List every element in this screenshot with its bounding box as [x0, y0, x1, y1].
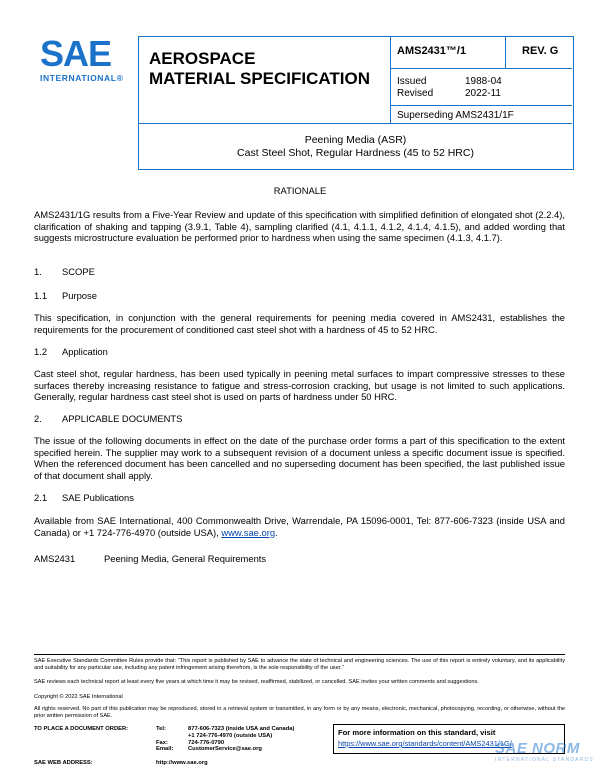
section-title: APPLICABLE DOCUMENTS: [62, 413, 183, 424]
title-line-1: AEROSPACE: [149, 49, 256, 68]
web-address: http://www.sae.org: [156, 760, 208, 766]
reference-code: AMS2431: [34, 553, 76, 564]
header-box: [138, 36, 574, 170]
section-2-heading: [34, 413, 182, 425]
standard-url-link[interactable]: https://www.sae.org/standards/content/AMS2431/1G/: [338, 739, 512, 748]
web-address-row: [34, 760, 208, 766]
footer-divider: [34, 654, 565, 655]
section-title: SCOPE: [62, 266, 95, 277]
tel-label: Tel:: [156, 726, 166, 732]
revision-label: REV. G: [506, 37, 572, 69]
section-number: 1.2: [34, 346, 48, 357]
issue-dates: [391, 69, 572, 109]
document-number: AMS2431™/1: [391, 37, 506, 69]
footer-review-note: SAE reviews each technical report at least every five years at which time it may be revised, reaffirmed, stabilized, or cancelled. SAE invites your written comments and suggestions.: [34, 679, 479, 685]
footer-committee-rules: SAE Executive Standards Committee Rules provide that: “This report is published by SAE to advance the state of technical and engineering sciences. The use of this report is entirely voluntary, and its applicability and suitability for any particular use, including any patent infringement arising therefrom, is the sole responsibility of the user.”: [34, 658, 565, 671]
email-label: Email:: [156, 746, 174, 753]
section-1-1-heading: [34, 290, 97, 302]
sae-website-link[interactable]: www.sae.org: [221, 526, 276, 538]
logo-subtitle: INTERNATIONAL®: [40, 73, 124, 83]
footer-copyright: Copyright © 2022 SAE International: [34, 694, 123, 700]
issued-value: 1988-04: [465, 76, 502, 87]
section-title: SAE Publications: [62, 492, 134, 503]
tel-inside: 877-606-7323 (inside USA and Canada): [188, 726, 295, 732]
sae-publications-end: .: [275, 526, 278, 538]
tel-outside: +1 724-776-4970 (outside USA): [188, 732, 273, 739]
watermark-main: SAE NORM: [495, 740, 580, 757]
issued-label: Issued: [397, 76, 427, 87]
fax-number: 724-776-0790: [188, 739, 225, 746]
reference-title: Peening Media, General Requirements: [104, 553, 267, 564]
logo-mark: SAE: [40, 33, 112, 74]
order-label: TO PLACE A DOCUMENT ORDER:: [34, 726, 129, 732]
application-text: Cast steel shot, regular hardness, has been used typically in peening metal surfaces to impart compressive stresses to these surfaces thereby increasing resistance to fatigue and stress-corrosion cracking, but usage is not limited to such applications. Generally, regular hardness cast steel shot is used on parts of hardness under 50 HRC.: [34, 368, 565, 403]
section-title: Application: [62, 346, 108, 357]
section-1-heading: [34, 266, 95, 278]
document-type-title: [139, 37, 391, 123]
purpose-text: This specification, in conjunction with the general requirements for peening media covered in AMS2431, establishes the requirements for the procurement of conditioned cast steel shot with a hardness of 45 to 52 HRC.: [34, 312, 565, 335]
applicable-documents-text: The issue of the following documents in effect on the date of the purchase order forms a part of this specification to the extent specified herein. The supplier may work to a subsequent revision of a document unless a specific document issue is specified. When the referenced document has been cancelled and no superseding document has been specified, the last published issue of that document shall apply.: [34, 435, 565, 481]
reference-entry: [34, 553, 266, 564]
watermark: [495, 740, 595, 774]
section-2-1-heading: [34, 492, 134, 504]
document-subject: [139, 123, 572, 168]
order-contact: [34, 726, 294, 753]
revised-label: Revised: [397, 88, 434, 99]
subject-line-1: Peening Media (ASR): [304, 134, 407, 146]
sae-publications-text: [34, 515, 565, 538]
section-title: Purpose: [62, 290, 97, 301]
more-info-title: For more information on this standard, visit: [338, 728, 496, 737]
email-address: CustomerService@sae.org: [188, 746, 262, 753]
watermark-sub: INTERNATIONAL STANDARDS: [495, 757, 594, 763]
rationale-heading: RATIONALE: [273, 185, 327, 196]
section-number: 2.1: [34, 492, 48, 503]
fax-label: Fax:: [156, 739, 168, 746]
subject-line-2: Cast Steel Shot, Regular Hardness (45 to 52 HRC): [237, 147, 474, 159]
web-label: SAE WEB ADDRESS:: [34, 760, 93, 766]
rationale-text: AMS2431/1G results from a Five-Year Review and update of this specification with simplified definition of elongated shot (2.2.4), clarification of shaking and tapping (3.9.1, Table 4), sampling clarified (4.1, 4.1.1, 4.1.2, 4.1.4, 4.1.5), and added wording that suggests microstructure evaluation be performed prior to hardness when using the same specimen (4.1.3, 4.1.7).: [34, 209, 565, 244]
section-1-2-heading: [34, 346, 108, 358]
title-line-2: MATERIAL SPECIFICATION: [149, 69, 370, 88]
revised-value: 2022-11: [465, 88, 501, 99]
superseding-note: Superseding AMS2431/1F: [391, 105, 572, 123]
footer-rights: All rights reserved. No part of this publication may be reproduced, stored in a retrieval system or transmitted, in any form or by any means, electronic, mechanical, photocopying, recording, or otherwise, without the prior written permission of SAE.: [34, 706, 565, 719]
section-number: 2.: [34, 413, 42, 424]
sae-publications-body: Available from SAE International, 400 Commonwealth Drive, Warrendale, PA 15096-0001, Tel: 877-606-7323 (inside USA and Canada) or +1 724-776-4970 (outside USA),: [34, 515, 565, 538]
sae-logo: [40, 33, 130, 86]
section-number: 1.: [34, 266, 42, 277]
section-number: 1.1: [34, 290, 48, 301]
